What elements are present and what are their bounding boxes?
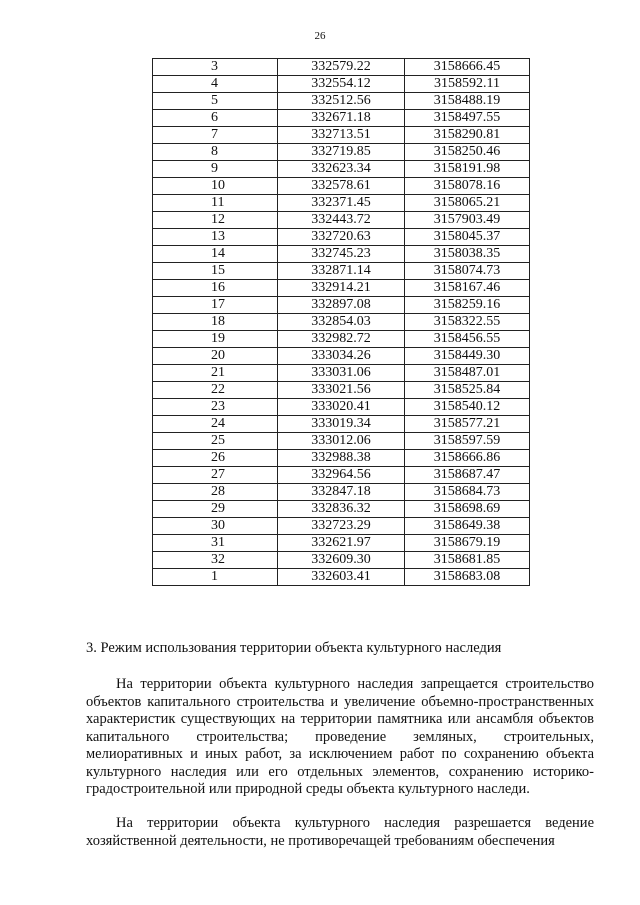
table-row [153, 212, 530, 229]
point-number-cell: 12 [153, 212, 278, 229]
y-coordinate-cell: 3157903.49 [405, 212, 530, 229]
x-coordinate-cell: 332720.63 [278, 229, 405, 246]
y-coordinate-cell: 3158525.84 [405, 382, 530, 399]
point-number-cell: 25 [153, 433, 278, 450]
x-coordinate-cell: 332982.72 [278, 331, 405, 348]
x-coordinate-cell: 332578.61 [278, 178, 405, 195]
table-row [153, 246, 530, 263]
x-coordinate-cell: 332609.30 [278, 552, 405, 569]
x-coordinate-cell: 332854.03 [278, 314, 405, 331]
point-number-cell: 28 [153, 484, 278, 501]
x-coordinate-cell: 333020.41 [278, 399, 405, 416]
x-coordinate-cell: 333031.06 [278, 365, 405, 382]
point-number-cell: 27 [153, 467, 278, 484]
table-row [153, 331, 530, 348]
table-row [153, 416, 530, 433]
x-coordinate-cell: 333034.26 [278, 348, 405, 365]
point-number-cell: 26 [153, 450, 278, 467]
x-coordinate-cell: 332623.34 [278, 161, 405, 178]
table-row [153, 178, 530, 195]
point-number-cell: 20 [153, 348, 278, 365]
y-coordinate-cell: 3158597.59 [405, 433, 530, 450]
table-row [153, 382, 530, 399]
x-coordinate-cell: 332988.38 [278, 450, 405, 467]
point-number-cell: 1 [153, 569, 278, 586]
x-coordinate-cell: 332914.21 [278, 280, 405, 297]
point-number-cell: 5 [153, 93, 278, 110]
section-heading: 3. Режим использования территории объекта культурного наследия [86, 640, 502, 656]
y-coordinate-cell: 3158456.55 [405, 331, 530, 348]
x-coordinate-cell: 332443.72 [278, 212, 405, 229]
y-coordinate-cell: 3158679.19 [405, 535, 530, 552]
y-coordinate-cell: 3158259.16 [405, 297, 530, 314]
y-coordinate-cell: 3158488.19 [405, 93, 530, 110]
y-coordinate-cell: 3158045.37 [405, 229, 530, 246]
point-number-cell: 16 [153, 280, 278, 297]
y-coordinate-cell: 3158666.86 [405, 450, 530, 467]
point-number-cell: 31 [153, 535, 278, 552]
coordinates-table-body [153, 59, 530, 586]
point-number-cell: 9 [153, 161, 278, 178]
table-row [153, 110, 530, 127]
x-coordinate-cell: 333021.56 [278, 382, 405, 399]
x-coordinate-cell: 332512.56 [278, 93, 405, 110]
y-coordinate-cell: 3158191.98 [405, 161, 530, 178]
table-row [153, 399, 530, 416]
x-coordinate-cell: 332579.22 [278, 59, 405, 76]
x-coordinate-cell: 333019.34 [278, 416, 405, 433]
y-coordinate-cell: 3158540.12 [405, 399, 530, 416]
y-coordinate-cell: 3158497.55 [405, 110, 530, 127]
point-number-cell: 7 [153, 127, 278, 144]
y-coordinate-cell: 3158684.73 [405, 484, 530, 501]
y-coordinate-cell: 3158250.46 [405, 144, 530, 161]
y-coordinate-cell: 3158683.08 [405, 569, 530, 586]
point-number-cell: 10 [153, 178, 278, 195]
x-coordinate-cell: 332745.23 [278, 246, 405, 263]
y-coordinate-cell: 3158666.45 [405, 59, 530, 76]
table-row [153, 297, 530, 314]
y-coordinate-cell: 3158487.01 [405, 365, 530, 382]
point-number-cell: 11 [153, 195, 278, 212]
x-coordinate-cell: 332719.85 [278, 144, 405, 161]
table-row [153, 195, 530, 212]
x-coordinate-cell: 332836.32 [278, 501, 405, 518]
table-row [153, 552, 530, 569]
x-coordinate-cell: 333012.06 [278, 433, 405, 450]
point-number-cell: 30 [153, 518, 278, 535]
table-row [153, 93, 530, 110]
x-coordinate-cell: 332713.51 [278, 127, 405, 144]
point-number-cell: 15 [153, 263, 278, 280]
y-coordinate-cell: 3158167.46 [405, 280, 530, 297]
y-coordinate-cell: 3158290.81 [405, 127, 530, 144]
table-row [153, 280, 530, 297]
x-coordinate-cell: 332603.41 [278, 569, 405, 586]
x-coordinate-cell: 332671.18 [278, 110, 405, 127]
point-number-cell: 19 [153, 331, 278, 348]
x-coordinate-cell: 332847.18 [278, 484, 405, 501]
table-row [153, 433, 530, 450]
x-coordinate-cell: 332897.08 [278, 297, 405, 314]
point-number-cell: 6 [153, 110, 278, 127]
x-coordinate-cell: 332871.14 [278, 263, 405, 280]
y-coordinate-cell: 3158698.69 [405, 501, 530, 518]
table-row [153, 229, 530, 246]
point-number-cell: 8 [153, 144, 278, 161]
point-number-cell: 21 [153, 365, 278, 382]
y-coordinate-cell: 3158577.21 [405, 416, 530, 433]
paragraph-prohibitions: На территории объекта культурного наследия запрещается строительство объектов капитального строительства и увеличение объемно-пространственных характеристик существующих на территории памятника или ансамбля объектов капитального строительства; проведение земляных, строительных, мелиоративных и иных работ, за исключением работ по сохранению объекта культурного наследия или его отдельных элементов, сохранению историко-градостроительной или природной среды объекта культурного наследи. [86, 676, 594, 797]
table-row [153, 484, 530, 501]
table-row [153, 467, 530, 484]
table-row [153, 365, 530, 382]
table-row [153, 518, 530, 535]
table-row [153, 569, 530, 586]
y-coordinate-cell: 3158038.35 [405, 246, 530, 263]
y-coordinate-cell: 3158078.16 [405, 178, 530, 195]
table-row [153, 127, 530, 144]
point-number-cell: 14 [153, 246, 278, 263]
y-coordinate-cell: 3158322.55 [405, 314, 530, 331]
x-coordinate-cell: 332554.12 [278, 76, 405, 93]
x-coordinate-cell: 332964.56 [278, 467, 405, 484]
y-coordinate-cell: 3158074.73 [405, 263, 530, 280]
page-number: 26 [314, 30, 326, 42]
point-number-cell: 22 [153, 382, 278, 399]
point-number-cell: 4 [153, 76, 278, 93]
table-row [153, 535, 530, 552]
point-number-cell: 3 [153, 59, 278, 76]
point-number-cell: 24 [153, 416, 278, 433]
point-number-cell: 18 [153, 314, 278, 331]
y-coordinate-cell: 3158687.47 [405, 467, 530, 484]
paragraph-permissions: На территории объекта культурного наследия разрешается ведение хозяйственной деятельности, не противоречащей требованиям обеспечения [86, 815, 594, 849]
table-row [153, 59, 530, 76]
table-row [153, 450, 530, 467]
point-number-cell: 13 [153, 229, 278, 246]
y-coordinate-cell: 3158681.85 [405, 552, 530, 569]
y-coordinate-cell: 3158449.30 [405, 348, 530, 365]
y-coordinate-cell: 3158065.21 [405, 195, 530, 212]
x-coordinate-cell: 332621.97 [278, 535, 405, 552]
coordinates-table [152, 58, 530, 586]
y-coordinate-cell: 3158649.38 [405, 518, 530, 535]
y-coordinate-cell: 3158592.11 [405, 76, 530, 93]
table-row [153, 314, 530, 331]
point-number-cell: 17 [153, 297, 278, 314]
x-coordinate-cell: 332723.29 [278, 518, 405, 535]
table-row [153, 263, 530, 280]
point-number-cell: 32 [153, 552, 278, 569]
table-row [153, 161, 530, 178]
point-number-cell: 29 [153, 501, 278, 518]
table-row [153, 348, 530, 365]
table-row [153, 76, 530, 93]
table-row [153, 144, 530, 161]
x-coordinate-cell: 332371.45 [278, 195, 405, 212]
table-row [153, 501, 530, 518]
point-number-cell: 23 [153, 399, 278, 416]
